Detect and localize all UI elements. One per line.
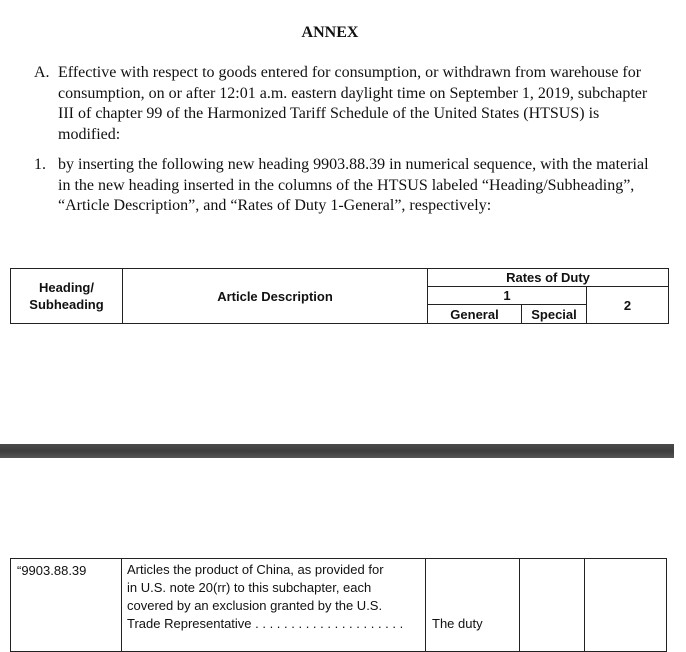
row-special-cell (520, 559, 585, 652)
paragraph-1 (34, 155, 649, 217)
row-general-cell (426, 559, 520, 652)
paragraph-1-text: by inserting the following new heading 9903.88.39 in numerical sequence, with the material in the new heading inserted in the columns of the HTSUS labeled “Heading/Subheading”, “Article Description”, and “Rates of Duty 1-General”, respectively: (58, 156, 649, 214)
paragraph-a-label: A. (34, 64, 50, 81)
row-column-2-cell (585, 559, 667, 652)
row-heading-cell: “9903.88.39 (11, 559, 122, 652)
article-description-header: Article Description (123, 269, 428, 324)
general-rate-header: General (428, 305, 522, 324)
page-divider (0, 444, 674, 458)
rate-column-1-header: 1 (428, 287, 587, 305)
row-description-cell (122, 559, 426, 652)
table-row (11, 559, 667, 652)
heading-subheading-header (11, 269, 123, 324)
paragraph-a-text: Effective with respect to goods entered for consumption, or withdrawn from warehouse for consumption, on or after 12:01 a.m. eastern daylight time on September 1, 2019, subchapter III of chapter 99 of the Harmonized Tariff Schedule of the United States (HTSUS) is modified: (58, 64, 648, 143)
rate-column-2-header: 2 (587, 287, 669, 324)
paragraph-1-label: 1. (34, 156, 46, 173)
description-line: in U.S. note 20(rr) to this subchapter, each (127, 580, 372, 595)
row-general-text: The duty (432, 616, 483, 631)
heading-header-line1: Heading/ (39, 280, 94, 295)
special-rate-header: Special (522, 305, 587, 324)
rates-of-duty-header: Rates of Duty (428, 269, 669, 287)
tariff-row-table (10, 558, 667, 652)
description-line: Trade Representative . . . . . . . . . . . . . . . . . . . . . (127, 616, 404, 631)
paragraph-a (34, 63, 649, 145)
annex-title: ANNEX (301, 24, 359, 41)
tariff-header-table (10, 268, 669, 324)
heading-header-line2: Subheading (29, 297, 104, 312)
description-line: Articles the product of China, as provided for (127, 562, 384, 577)
description-line: covered by an exclusion granted by the U.S. (127, 598, 383, 613)
